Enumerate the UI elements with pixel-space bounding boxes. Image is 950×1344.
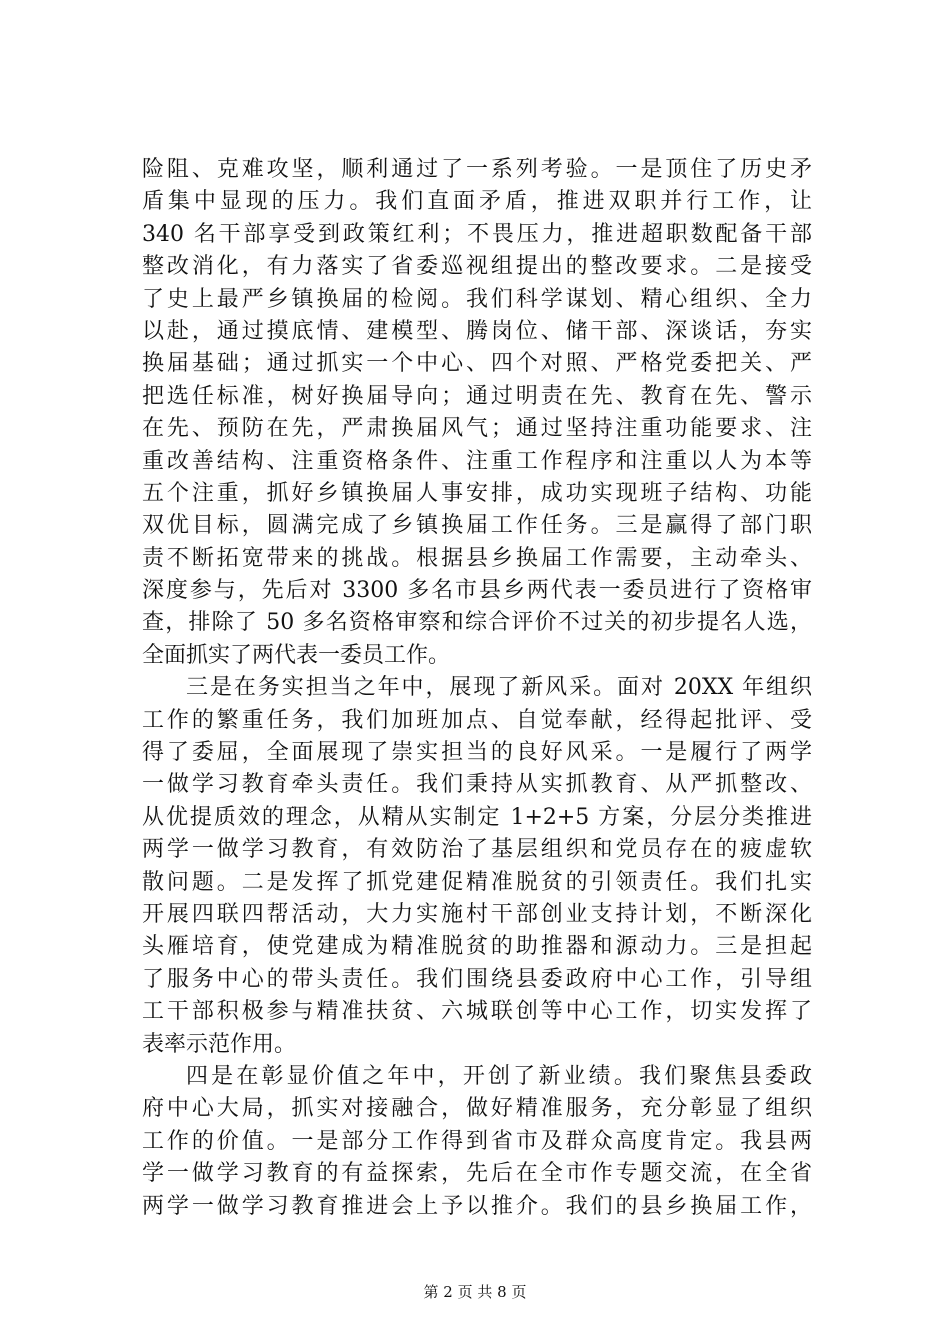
text-line: 工干部积极参与精准扶贫、六城联创等中心工作，切实发挥了 bbox=[142, 999, 812, 1025]
text-line: 三是在务实担当之年中，展现了新风采。面对 20XX 年组织 bbox=[186, 675, 812, 701]
text-line: 府中心大局，抓实对接融合，做好精准服务，充分彰显了组织 bbox=[142, 1096, 812, 1122]
text-line: 盾集中显现的压力。我们直面矛盾，推进双职并行工作，让 bbox=[142, 189, 812, 215]
text-line: 五个注重，抓好乡镇换届人事安排，成功实现班子结构、功能 bbox=[142, 480, 812, 506]
text-line: 了服务中心的带头责任。我们围绕县委政府中心工作，引导组 bbox=[142, 966, 812, 992]
text-line: 换届基础；通过抓实一个中心、四个对照、严格党委把关、严 bbox=[142, 351, 812, 377]
text-line: 查，排除了 50 多名资格审察和综合评价不过关的初步提名人选， bbox=[142, 610, 812, 636]
text-line: 整改消化，有力落实了省委巡视组提出的整改要求。二是接受 bbox=[142, 254, 812, 280]
text-line: 全面抓实了两代表一委员工作。 bbox=[142, 642, 451, 668]
text-line: 重改善结构、注重资格条件、注重工作程序和注重以人为本等 bbox=[142, 448, 812, 474]
text-line: 表率示范作用。 bbox=[142, 1031, 297, 1057]
text-line: 两学一做学习教育推进会上予以推介。我们的县乡换届工作， bbox=[142, 1193, 812, 1219]
text-line: 双优目标，圆满完成了乡镇换届工作任务。三是赢得了部门职 bbox=[142, 513, 812, 539]
text-line: 从优提质效的理念，从精从实制定 1+2+5 方案，分层分类推进 bbox=[142, 804, 812, 830]
text-line: 在先、预防在先，严肃换届风气；通过坚持注重功能要求、注 bbox=[142, 416, 812, 442]
text-line: 以赴，通过摸底情、建模型、腾岗位、储干部、深谈话，夯实 bbox=[142, 318, 812, 344]
text-line: 头雁培育，使党建成为精准脱贫的助推器和源动力。三是担起 bbox=[142, 934, 812, 960]
text-line: 得了委屈，全面展现了崇实担当的良好风采。一是履行了两学 bbox=[142, 740, 812, 766]
text-line: 学一做学习教育的有益探索，先后在全市作专题交流，在全省 bbox=[142, 1161, 812, 1187]
document-body bbox=[142, 154, 812, 1223]
text-line: 险阻、克难攻坚，顺利通过了一系列考验。一是顶住了历史矛 bbox=[142, 157, 812, 182]
text-line: 340 名干部享受到政策红利；不畏压力，推进超职数配备干部 bbox=[142, 221, 812, 247]
text-line: 工作的价值。一是部分工作得到省市及群众高度肯定。我县两 bbox=[142, 1128, 812, 1154]
text-line: 深度参与，先后对 3300 多名市县乡两代表一委员进行了资格审 bbox=[142, 578, 812, 604]
text-line: 一做学习教育牵头责任。我们秉持从实抓教育、从严抓整改、 bbox=[142, 772, 812, 798]
text-line: 把选任标准，树好换届导向；通过明责在先、教育在先、警示 bbox=[142, 383, 812, 409]
text-line: 责不断拓宽带来的挑战。根据县乡换届工作需要，主动牵头、 bbox=[142, 545, 812, 571]
text-line: 开展四联四帮活动，大力实施村干部创业支持计划，不断深化 bbox=[142, 901, 812, 927]
text-line: 两学一做学习教育，有效防治了基层组织和党员存在的疲虚软 bbox=[142, 837, 812, 863]
text-line: 四是在彰显价值之年中，开创了新业绩。我们聚焦县委政 bbox=[186, 1063, 812, 1089]
page-number-footer: 第 2 页 共 8 页 bbox=[423, 1283, 527, 1301]
text-line: 散问题。二是发挥了抓党建促精准脱贫的引领责任。我们扎实 bbox=[142, 869, 812, 895]
text-line: 了史上最严乡镇换届的检阅。我们科学谋划、精心组织、全力 bbox=[142, 286, 812, 312]
text-line: 工作的繁重任务，我们加班加点、自觉奉献，经得起批评、受 bbox=[142, 707, 812, 733]
